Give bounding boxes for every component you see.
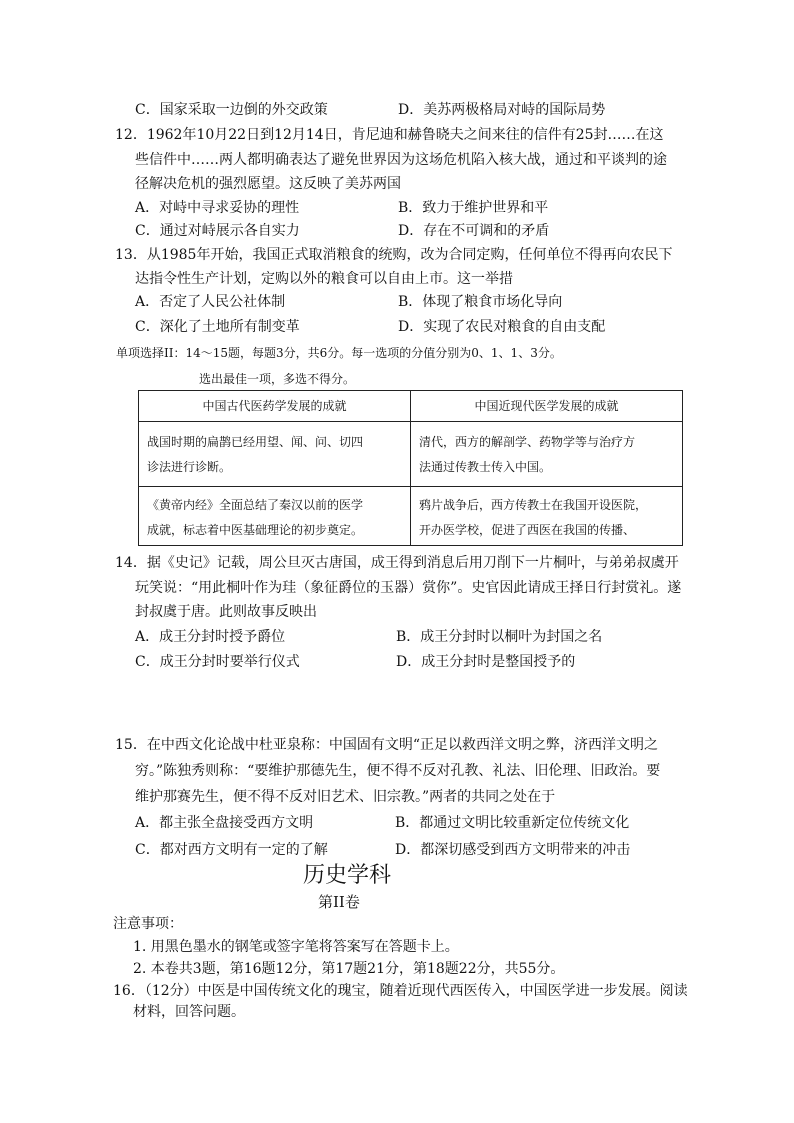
q15-stem-line2: 穷。”陈独秀则称：“要维护那德先生，便不得不反对孔教、礼法、旧伦理、旧政治。要 [135, 763, 661, 779]
notice-item-1: 1. 用黑色墨水的钢笔或签字笔将答案写在答题卡上。 [133, 939, 459, 955]
cell-line: 战国时期的扁鹊已经用望、闻、问、切四 [147, 435, 364, 449]
volume-subtitle: 第II卷 [318, 893, 360, 911]
q12-stem-line1: 12．1962年10月22日到12月14日，肯尼迪和赫鲁晓夫之间来往的信件有25封……在这 [115, 127, 664, 143]
q13-stem-line2: 达指令性生产计划，定购以外的粮食可以自由上市。这一举措 [135, 271, 513, 287]
q12-option-a: A．对峙中寻求妥协的理性 [135, 200, 300, 216]
q13-option-a: A．否定了人民公社体制 [135, 294, 286, 310]
cell-line: 诊法进行诊断。 [147, 460, 232, 474]
q12-option-d: D．存在不可调和的矛盾 [398, 223, 550, 239]
notice-item-2: 2. 本卷共3题，第16题12分，第17题21分，第18题22分，共55分。 [133, 961, 565, 977]
q14-option-c: C．成王分封时要举行仪式 [135, 654, 300, 670]
q13-option-d: D．实现了农民对粮食的自由支配 [398, 319, 606, 335]
q13-option-c: C．深化了土地所有制变革 [135, 319, 300, 335]
q15-option-d: D．都深切感受到西方文明带来的冲击 [395, 842, 631, 858]
table-cell [411, 422, 683, 487]
q13-stem-line1: 13．从1985年开始，我国正式取消粮食的统购，改为合同定购，任何单位不得再向农民下 [115, 247, 673, 263]
table-cell [139, 422, 411, 487]
cell-line: 法通过传教士传入中国。 [419, 460, 552, 474]
cell-line: 《黄帝内经》全面总结了秦汉以前的医学 [147, 498, 364, 512]
q14-stem-line2: 玩笑说：“用此桐叶作为珪（象征爵位的玉器）赏你”。史官因此请成王择日行封赏礼。遂 [135, 580, 682, 596]
q15-option-c: C．都对西方文明有一定的了解 [135, 842, 328, 858]
q16-stem-line2: 材料，回答问题。 [133, 1004, 245, 1020]
section-ii-instruction-cont: 选出最佳一项，多选不得分。 [199, 372, 356, 386]
table-header-ancient: 中国古代医药学发展的成就 [139, 391, 411, 422]
cell-line: 鸦片战争后，西方传教士在我国开设医院， [419, 498, 648, 512]
q14-option-a: A．成王分封时授予爵位 [135, 629, 286, 645]
q14-stem-line3: 封叔虞于唐。此则故事反映出 [135, 604, 317, 620]
page-title: 历史学科 [303, 863, 392, 888]
cell-line: 开办医学校，促进了西医在我国的传播、 [419, 523, 636, 537]
q12-option-c: C．通过对峙展示各自实力 [135, 223, 300, 239]
q12-option-b: B．致力于维护世界和平 [398, 200, 549, 216]
cell-line: 成就，标志着中医基础理论的初步奠定。 [147, 523, 364, 537]
cell-line: 清代，西方的解剖学、药物学等与治疗方 [419, 435, 636, 449]
q14-option-d: D．成王分封时是整国授予的 [396, 654, 576, 670]
q12-stem-line3: 径解决危机的强烈愿望。这反映了美苏两国 [135, 176, 401, 192]
table-cell [139, 487, 411, 546]
notice-heading: 注意事项： [113, 916, 183, 932]
q15-stem-line3: 维护那赛先生，便不得不反对旧艺术、旧宗教。”两者的共同之处在于 [135, 789, 556, 805]
table-cell [411, 487, 683, 546]
q16-stem-line1: 16．（12分）中医是中国传统文化的瑰宝，随着近现代西医传入，中国医学进一步发展。阅读 [113, 983, 688, 999]
table-row [139, 422, 683, 487]
table-row [139, 487, 683, 546]
table-header-row [139, 391, 683, 422]
table-header-modern: 中国近现代医学发展的成就 [411, 391, 683, 422]
q15-option-b: B．都通过文明比较重新定位传统文化 [395, 815, 630, 831]
q11-option-d: D．美苏两极格局对峙的国际局势 [398, 102, 606, 118]
q11-option-c: C．国家采取一边倒的外交政策 [135, 102, 328, 118]
q14-option-b: B．成王分封时以桐叶为封国之名 [396, 629, 603, 645]
q13-option-b: B．体现了粮食市场化导向 [398, 294, 563, 310]
q12-stem-line2: 些信件中……两人都明确表达了避免世界因为这场危机陷入核大战，通过和平谈判的途 [135, 152, 667, 168]
medicine-comparison-table [138, 390, 683, 546]
q15-stem-line1: 15．在中西文化论战中杜亚泉称：中国固有文明“正足以救西洋文明之弊，济西洋文明之 [115, 737, 658, 753]
section-ii-instruction: 单项选择II：14～15题，每题3分，共6分。每一选项的分值分别为0、1、1、3分。 [116, 346, 562, 360]
q15-option-a: A．都主张全盘接受西方文明 [135, 815, 314, 831]
q14-stem-line1: 14．据《史记》记载，周公旦灭古唐国，成王得到消息后用刀削下一片桐叶，与弟弟叔虞开 [115, 555, 679, 571]
